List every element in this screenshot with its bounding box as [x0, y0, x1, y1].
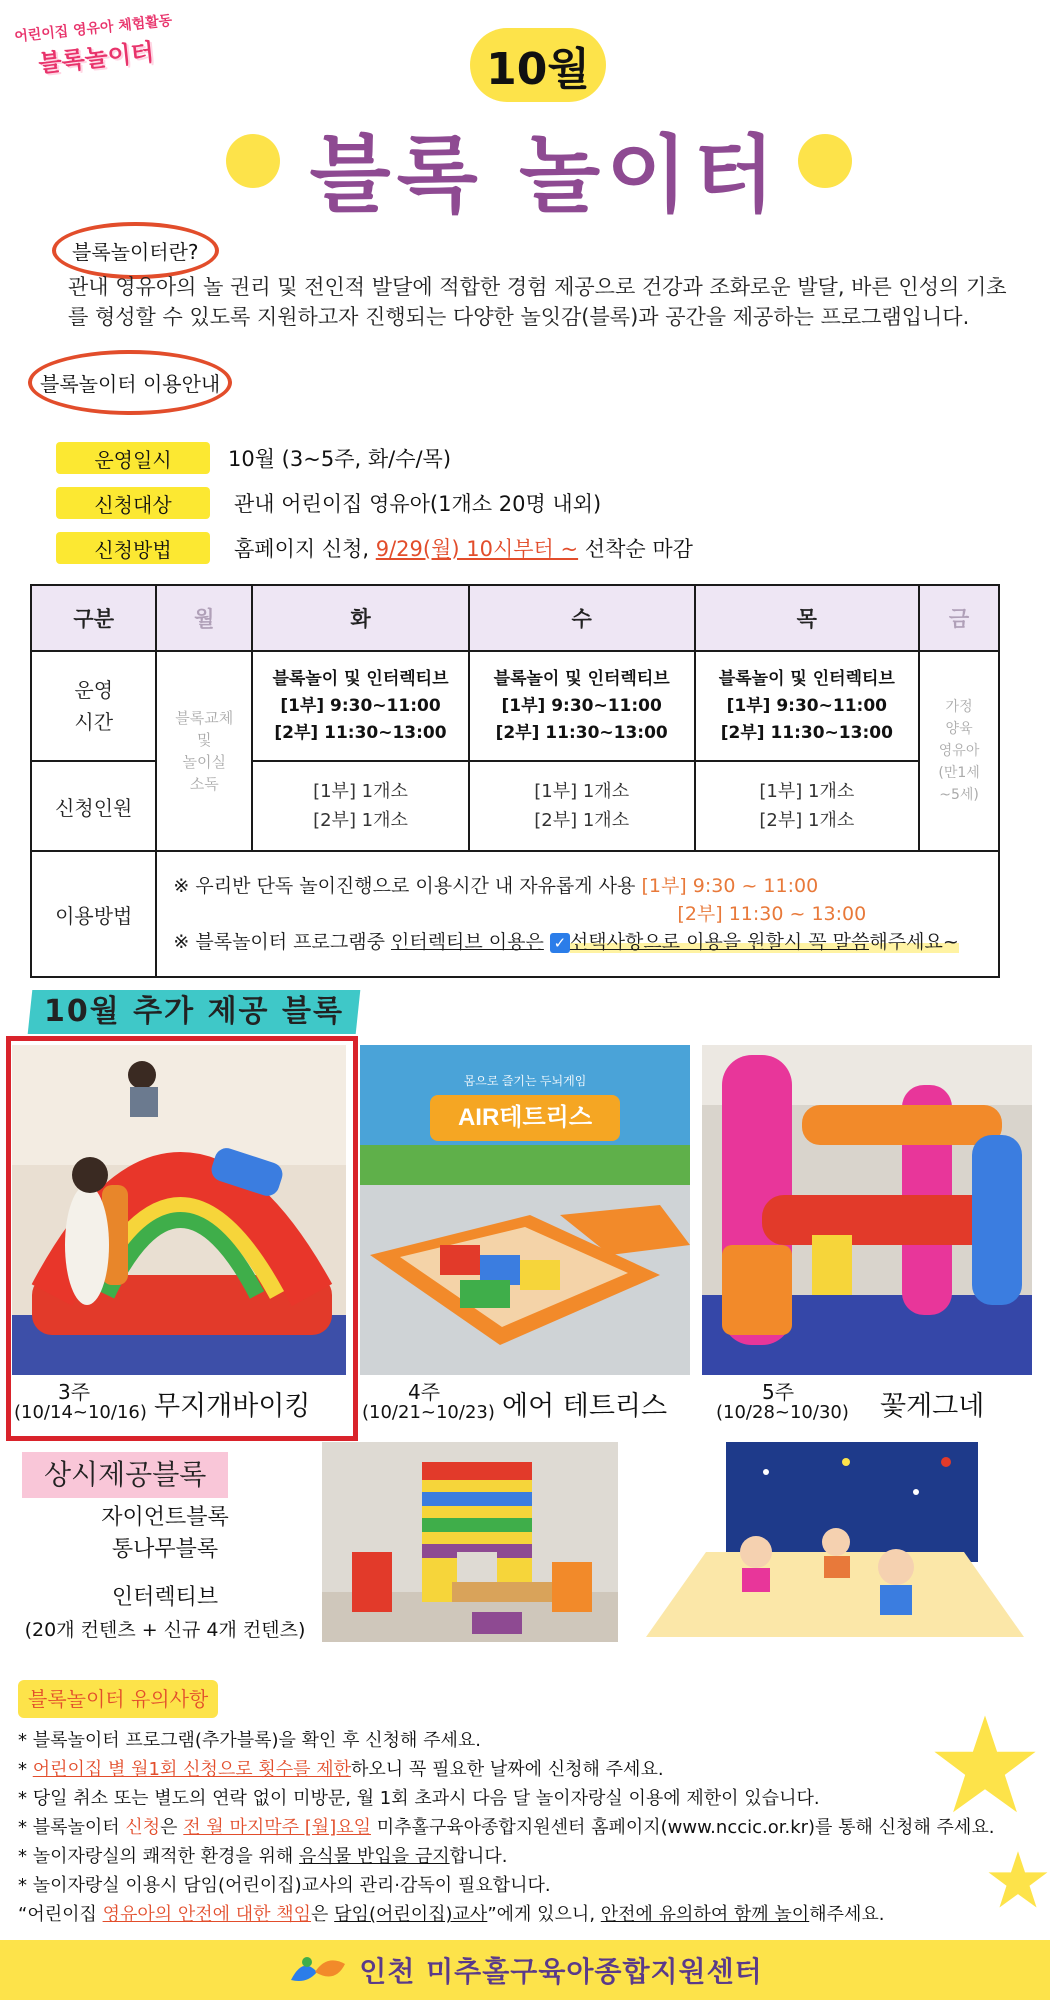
note-text: * 놀이자랑실의 쾌적한 환경을 위해 [18, 1846, 300, 1867]
week-5-label: 5주 [762, 1380, 795, 1404]
note-emphasis: 전 월 마지막주 [월]요일 [183, 1817, 371, 1838]
note-item [18, 1755, 1018, 1784]
interactive-label: 인터렉티브 [111, 1585, 219, 1610]
fri-note: 가정 양육 영유아 (만1세 ~5세) [919, 651, 999, 851]
note-emphasis: 안전에 유의하여 함께 놀이 [600, 1904, 810, 1925]
checkbox-icon: ✓ [550, 933, 570, 953]
info-row-method [56, 531, 693, 565]
count-part2: [2부] 1개소 [313, 810, 408, 831]
title-row [0, 108, 1050, 224]
intro-text: 관내 영유아의 놀 권리 및 전인적 발달에 적합한 경험 제공으로 건강과 조화로운 발달, 바른 인성의 기초를 형성할 수 있도록 지원하고자 진행되는 다양한 놀잇감(블록)과 공간을 제공하는 프로그램입니다. [68, 275, 1007, 329]
op-part1: [1부] 9:30~11:00 [501, 695, 662, 716]
op-part2: [2부] 11:30~13:00 [495, 722, 668, 743]
note-text: “어린이집 [18, 1904, 103, 1925]
table-row-operation [31, 651, 999, 761]
info-value [234, 533, 693, 563]
extra-heading-text: 10월 추가 제공 블록 [44, 994, 344, 1029]
decor-dot-right [798, 134, 852, 188]
row-label-operation: 운영 시간 [31, 651, 156, 761]
count-cell-thu [695, 761, 920, 851]
header-wed: 수 [469, 585, 695, 651]
info-tag: 운영일시 [56, 442, 210, 474]
photo-air-tetris [360, 1045, 690, 1375]
op-title: 블록놀이 및 인터렉티브 [272, 668, 449, 689]
banner-text: AIR테트리스 [457, 1104, 593, 1131]
note-text: * 블록놀이터 [18, 1817, 126, 1838]
op-cell-thu [695, 651, 920, 761]
schedule-table [30, 584, 1000, 978]
count-part2: [2부] 1개소 [534, 810, 630, 831]
op-part1: [1부] 9:30~11:00 [280, 695, 441, 716]
center-logo-icon [287, 1950, 349, 1990]
footer [0, 1940, 1050, 2000]
header-thu: 목 [695, 585, 920, 651]
note-item: * 당일 취소 또는 별도의 연락 없이 미방문, 월 1회 초과시 다음 달 놀이자랑실 이용에 제한이 있습니다. [18, 1788, 820, 1809]
week-3-name: 무지개바이킹 [154, 1391, 311, 1422]
usage-line-time2 [173, 900, 982, 928]
count-part2: [2부] 1개소 [759, 810, 855, 831]
count-part1: [1부] 1개소 [759, 781, 855, 802]
note-text: 은 [160, 1817, 184, 1838]
note-emphasis: 음식물 반입을 금지 [299, 1846, 450, 1867]
op-title: 블록놀이 및 인터렉티브 [718, 668, 895, 689]
notes-list [18, 1726, 1018, 1929]
method-text-end: 선착순 마감 [578, 537, 693, 561]
banner-small-text: 몸으로 즐기는 두뇌게임 [463, 1074, 587, 1088]
table-header-row [31, 585, 999, 651]
week-4-name: 에어 테트리스 [502, 1391, 668, 1422]
header-mon: 월 [156, 585, 252, 651]
constant-blocks-heading: 상시제공블록 [22, 1452, 228, 1498]
count-part1: [1부] 1개소 [534, 781, 630, 802]
info-tag: 신청방법 [56, 532, 210, 564]
note-text: 미추홀구육아종합지원센터 홈페이지(www.nccic.or.kr)를 통해 신청해 주세요. [371, 1817, 995, 1838]
usage-cell [156, 851, 999, 977]
interactive-note: (20개 컨텐츠 + 신규 4개 컨텐츠) [24, 1619, 306, 1641]
note-text: 하오니 꼭 필요한 날짜에 신청해 주세요. [351, 1759, 664, 1780]
logo-subtitle: 어린이집 영유아 체험활동 [13, 12, 174, 46]
center-name: 인천 미추홀구육아종합지원센터 [359, 1955, 763, 1988]
note-text: 해주세요. [809, 1904, 885, 1925]
usage-text-2: ※ 블록놀이터 프로그램중 [173, 931, 391, 953]
star-icon [930, 1710, 1040, 1820]
count-cell-wed [469, 761, 695, 851]
note-text: ”에게 있으니, [487, 1904, 601, 1925]
week-5-dates: (10/28~10/30) [716, 1402, 849, 1423]
mon-note: 블록교체 및 놀이실 소독 [156, 651, 252, 851]
note-emphasis: 신청 [125, 1817, 161, 1838]
note-emphasis: 영유아의 안전에 대한 책임 [102, 1904, 312, 1925]
op-part2: [2부] 11:30~13:00 [720, 722, 893, 743]
week-3-dates: (10/14~10/16) [14, 1402, 147, 1423]
note-emphasis: 어린이집 별 월1회 신청으로 횟수를 제한 [32, 1759, 352, 1780]
info-value: 10월 (3~5주, 화/수/목) [228, 447, 452, 471]
program-logo [8, 10, 198, 78]
header-fri: 금 [919, 585, 999, 651]
op-cell-wed [469, 651, 695, 761]
constant-item: 자이언트블록 [101, 1505, 229, 1530]
illustration-interactive [646, 1442, 1024, 1642]
count-part1: [1부] 1개소 [313, 781, 408, 802]
usage-underline-1: 인터렉티브 이용은 [391, 931, 544, 953]
usage-underline-2: 선택사항으로 이용을 원할시 꼭 말씀 [569, 931, 870, 953]
op-title: 블록놀이 및 인터렉티브 [493, 668, 670, 689]
usage-time-1: [1부] 9:30 ~ 11:00 [641, 875, 819, 897]
constant-blocks-list [0, 1502, 330, 1646]
note-text: 합니다. [449, 1846, 508, 1867]
usage-text-1: ※ 우리반 단독 놀이진행으로 이용시간 내 자유롭게 사용 [173, 875, 636, 897]
note-emphasis: 담임(어린이집)교사 [334, 1904, 488, 1925]
notes-heading: 블록놀이터 유의사항 [18, 1680, 218, 1718]
week-4-label: 4주 [408, 1380, 441, 1404]
note-item [18, 1842, 1018, 1871]
intro-label: 블록놀이터란? [52, 222, 219, 279]
method-text: 홈페이지 신청, [234, 537, 376, 561]
extra-blocks-heading [28, 990, 361, 1034]
op-part1: [1부] 9:30~11:00 [726, 695, 887, 716]
usage-text-end: 해주세요~ [869, 931, 959, 953]
decor-dot-left [226, 134, 280, 188]
note-item: * 블록놀이터 프로그램(추가블록)을 확인 후 신청해 주세요. [18, 1730, 482, 1751]
note-item [18, 1900, 1018, 1929]
note-item [18, 1813, 1018, 1842]
info-value: 관내 어린이집 영유아(1개소 20명 내외) [234, 492, 602, 516]
usage-time-2: [2부] 11:30 ~ 13:00 [677, 903, 867, 925]
row-label-usage: 이용방법 [31, 851, 156, 977]
guide-label: 블록놀이터 이용안내 [28, 350, 232, 415]
row-label-count: 신청인원 [31, 761, 156, 851]
logo-title: 블록놀이터 [37, 38, 156, 78]
count-cell-tue [252, 761, 469, 851]
week-4-dates: (10/21~10/23) [362, 1402, 495, 1423]
info-row-schedule [56, 441, 451, 475]
usage-line-2 [173, 928, 982, 956]
usage-line-1 [173, 872, 982, 900]
photo-crab-swing [702, 1045, 1032, 1375]
note-text: * [18, 1759, 33, 1780]
header-category: 구분 [31, 585, 156, 651]
star-icon [986, 1830, 1050, 1930]
info-tag: 신청대상 [56, 487, 210, 519]
note-text: 은 [311, 1904, 335, 1925]
apply-date-link[interactable]: 9/29(월) 10시부터 ~ [375, 537, 579, 561]
constant-item: 통나무블록 [111, 1537, 219, 1562]
week-5-name: 꽃게그네 [880, 1391, 985, 1422]
table-row-usage [31, 851, 999, 977]
op-part2: [2부] 11:30~13:00 [274, 722, 447, 743]
op-cell-tue [252, 651, 469, 761]
photo-giant-blocks [322, 1442, 618, 1642]
header-tue: 화 [252, 585, 469, 651]
info-row-target [56, 486, 601, 520]
page-title: 블록 놀이터 [309, 126, 781, 224]
month-badge: 10월 [470, 28, 606, 102]
week-3-label: 3주 [58, 1380, 91, 1404]
note-item: * 놀이자랑실 이용시 담임(어린이집)교사의 관리·감독이 필요합니다. [18, 1875, 551, 1896]
